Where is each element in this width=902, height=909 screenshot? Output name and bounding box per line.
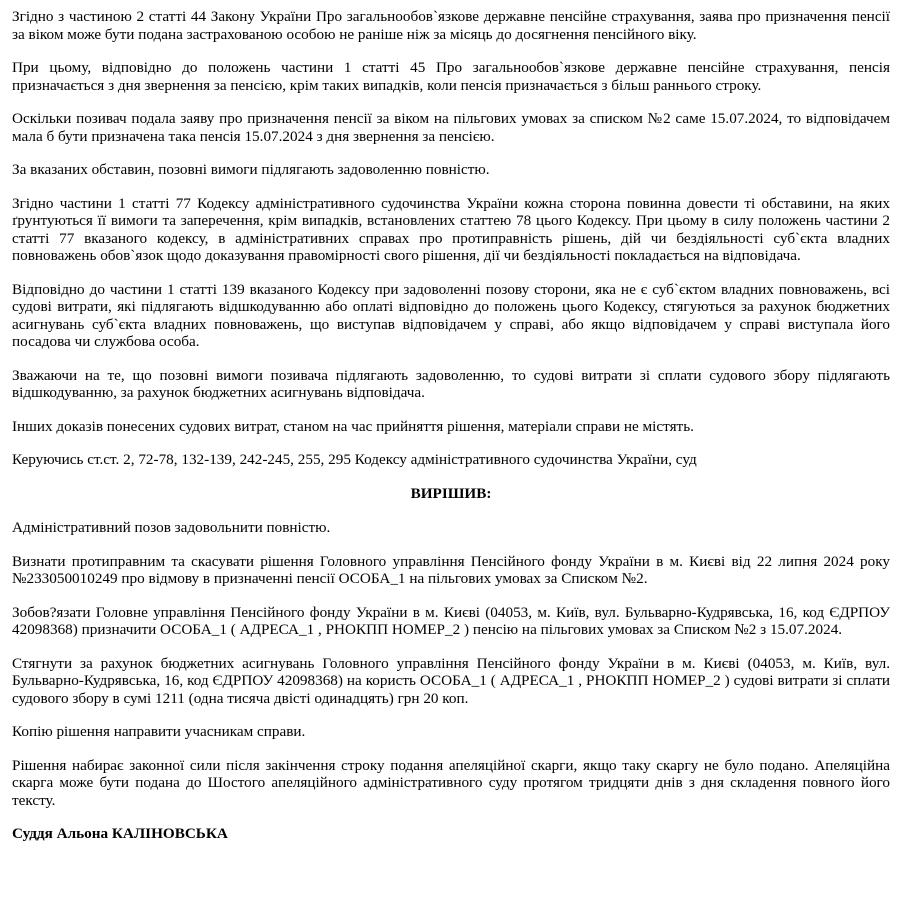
paragraph-recover-court-fee: Стягнути за рахунок бюджетних асигнувань Головного управління Пенсійного фонду України в м. Києві (04053, м. Київ, вул. Бульварно-Кудрявська, 16, код ЄДРПОУ 42098368) на користь ОСОБА_1 ( АДРЕСА_1 , РНОКПП НОМЕР_2 ) судові витрати зі сплати судового збору в сумі 1211 (одна тисяча двісті одинадцять) грн 20 коп.: [12, 654, 890, 707]
paragraph-court-costs-rule: Відповідно до частини 1 статті 139 вказаного Кодексу при задоволенні позову сторони, яка не є суб`єктом владних повноважень, всі судові витрати, які підлягають відшкодуванню або оплаті відповідно до положень цього Кодексу, стягуються за рахунок бюджетних асигнувань суб`єкта владних повноважень, що виступав відповідачем у справі, або якщо відповідачем у справі виступала його посадова чи службова особа.: [12, 280, 890, 350]
paragraph-pension-assignment-date: При цьому, відповідно до положень частини 1 статті 45 Про загальнообов`язкове державне пенсійне страхування, пенсія призначається з дня звернення за пенсією, крім таких випадків, коли пенсія призначається з більш раннього строку.: [12, 59, 890, 94]
paragraph-court-fee-reimbursement: Зважаючи на те, що позовні вимоги позивача підлягають задоволенню, то судові витрати зі сплати судового збору підлягають відшкодуванню, за рахунок бюджетних асигнувань відповідача.: [12, 366, 890, 401]
paragraph-decision-annulled: Визнати протиправним та скасувати рішення Головного управління Пенсійного фонду України в м. Києві від 22 липня 2024 року №233050010249 про відмову в призначенні пенсії ОСОБА_1 на пільгових умовах за Списком №2.: [12, 552, 890, 587]
paragraph-burden-of-proof: Згідно частини 1 статті 77 Кодексу адміністративного судочинства України кожна сторона повинна довести ті обставини, на яких ґрунтуються її вимоги та заперечення, крім випадків, встановлених статтею 78 цього Кодексу. При цьому в силу положень частини 2 статті 77 вказаного кодексу, в адміністративних справах про протиправність рішень, дій чи бездіяльності суб`єкта владних повноважень обов`язок щодо доказування правомірності свого рішення, дії чи бездіяльності покладається на відповідача.: [12, 194, 890, 264]
decision-heading: ВИРІШИВ:: [410, 484, 492, 502]
paragraph-legal-basis: Керуючись ст.ст. 2, 72-78, 132-139, 242-245, 255, 295 Кодексу адміністративного судочинства України, суд: [12, 451, 697, 468]
judge-signature: Суддя Альона КАЛІНОВСЬКА: [12, 825, 228, 842]
paragraph-claim-granted: Адміністративний позов задовольнити повністю.: [12, 519, 331, 536]
paragraph-other-costs: Інших доказів понесених судових витрат, станом на час прийняття рішення, матеріали справи не містять.: [12, 417, 694, 435]
paragraph-claims-satisfied: За вказаних обставин, позовні вимоги підлягають задоволенню повністю.: [12, 161, 490, 178]
paragraph-pension-application-timing: Згідно з частиною 2 статті 44 Закону України Про загальнообов`язкове державне пенсійне страхування, заява про призначення пенсії за віком може бути подана застрахованою особою не раніше ніж за місяць до досягнення пенсійного віку.: [12, 8, 890, 43]
paragraph-appeal-terms: Рішення набирає законної сили після закінчення строку подання апеляційної скарги, якщо таку скаргу не було подано. Апеляційна скарга може бути подана до Шостого апеляційного адміністративного суду протягом тридцяти днів з дня складення повного його тексту.: [12, 756, 890, 809]
paragraph-obligation-to-assign: Зобов?язати Головне управління Пенсійного фонду України в м. Києві (04053, м. Київ, вул. Бульварно-Кудрявська, 16, код ЄДРПОУ 42098368) призначити ОСОБА_1 ( АДРЕСА_1 , РНОКПП НОМЕР_2 ) пенсію на пільгових умовах за Списком №2 з 15.07.2024.: [12, 603, 890, 638]
paragraph-claimant-application: Оскільки позивач подала заяву про призначення пенсії за віком на пільгових умовах за списком №2 саме 15.07.2024, то відповідачем мала б бути призначена така пенсія 15.07.2024 з дня звернення за пенсією.: [12, 110, 890, 145]
paragraph-send-copy: Копію рішення направити учасникам справи.: [12, 723, 306, 740]
